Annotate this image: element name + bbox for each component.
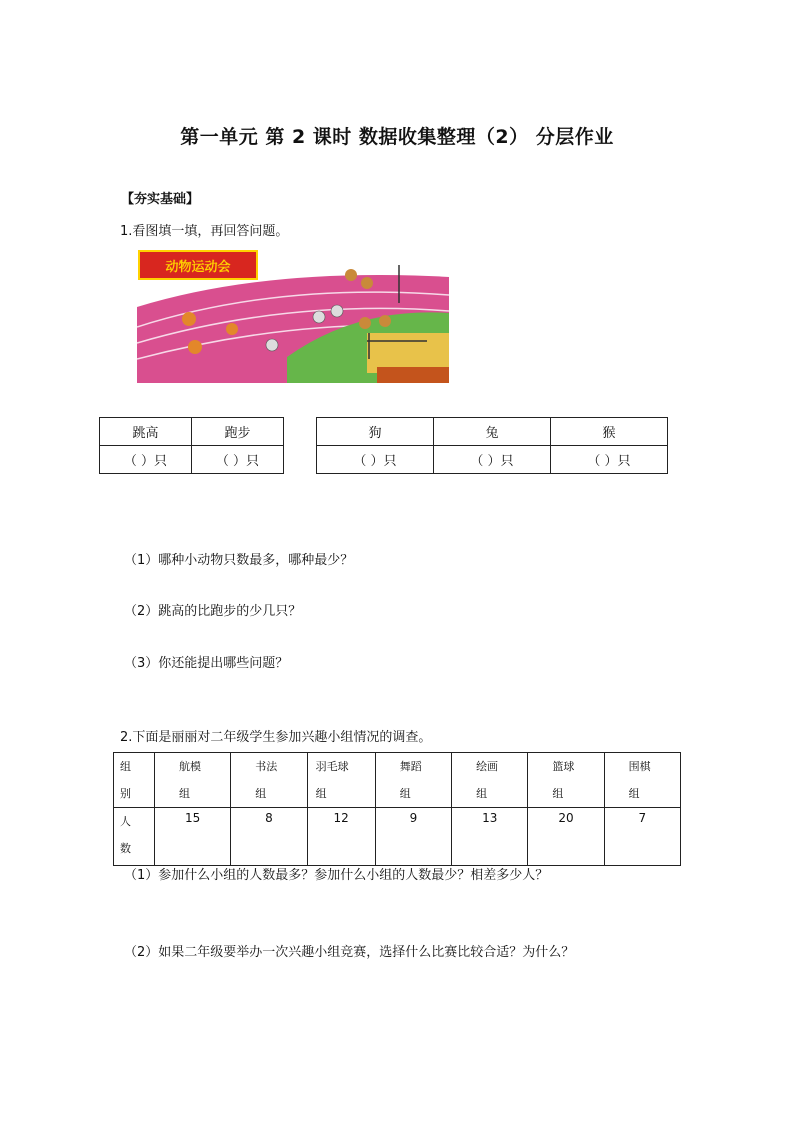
sub-question: （2）如果二年级要举办一次兴趣小组竞赛，选择什么比赛比较合适？为什么？ — [124, 945, 575, 960]
section-heading: 【夯实基础】 — [121, 192, 200, 207]
banner-text: 动物运动会 — [165, 260, 231, 275]
table-animals — [316, 417, 668, 474]
blank-cell[interactable]: （ ）只 — [434, 446, 551, 474]
count-cell: 20 — [528, 808, 604, 866]
header-high-jump: 跳高 — [100, 418, 192, 446]
count-cell: 12 — [307, 808, 375, 866]
blank-cell[interactable]: （ ）只 — [192, 446, 284, 474]
sub-question: （1）哪种小动物只数最多，哪种最少？ — [124, 553, 354, 568]
group-name: 舞蹈 组 — [375, 753, 451, 808]
sub-question: （1）参加什么小组的人数最多？参加什么小组的人数最少？相差多少人？ — [124, 868, 549, 883]
group-name: 绘画 组 — [452, 753, 528, 808]
sub-question: （3）你还能提出哪些问题？ — [124, 656, 289, 671]
group-name: 羽毛球 组 — [307, 753, 375, 808]
row-label-count: 人 数 — [114, 808, 155, 866]
count-cell: 7 — [604, 808, 680, 866]
page-title: 第一单元 第 2 课时 数据收集整理（2） 分层作业 — [180, 126, 614, 148]
interest-group-table — [113, 752, 681, 866]
question-2-stem: 2.下面是丽丽对二年级学生参加兴趣小组情况的调查。 — [120, 730, 432, 745]
group-name: 书法 组 — [231, 753, 307, 808]
header-rabbit: 兔 — [434, 418, 551, 446]
question-1-stem: 1.看图填一填，再回答问题。 — [120, 224, 289, 239]
blank-cell[interactable]: （ ）只 — [551, 446, 668, 474]
group-name: 航模 组 — [155, 753, 231, 808]
sports-meet-illustration — [137, 247, 449, 383]
sub-question: （2）跳高的比跑步的少几只？ — [124, 604, 302, 619]
count-cell: 8 — [231, 808, 307, 866]
header-running: 跑步 — [192, 418, 284, 446]
blank-cell[interactable]: （ ）只 — [317, 446, 434, 474]
count-cell: 9 — [375, 808, 451, 866]
table-jump-run — [99, 417, 284, 474]
group-name: 围棋 组 — [604, 753, 680, 808]
count-cell: 15 — [155, 808, 231, 866]
header-monkey: 猴 — [551, 418, 668, 446]
count-cell: 13 — [452, 808, 528, 866]
header-dog: 狗 — [317, 418, 434, 446]
blank-cell[interactable]: （ ）只 — [100, 446, 192, 474]
group-name: 篮球 组 — [528, 753, 604, 808]
row-label-group: 组 别 — [114, 753, 155, 808]
